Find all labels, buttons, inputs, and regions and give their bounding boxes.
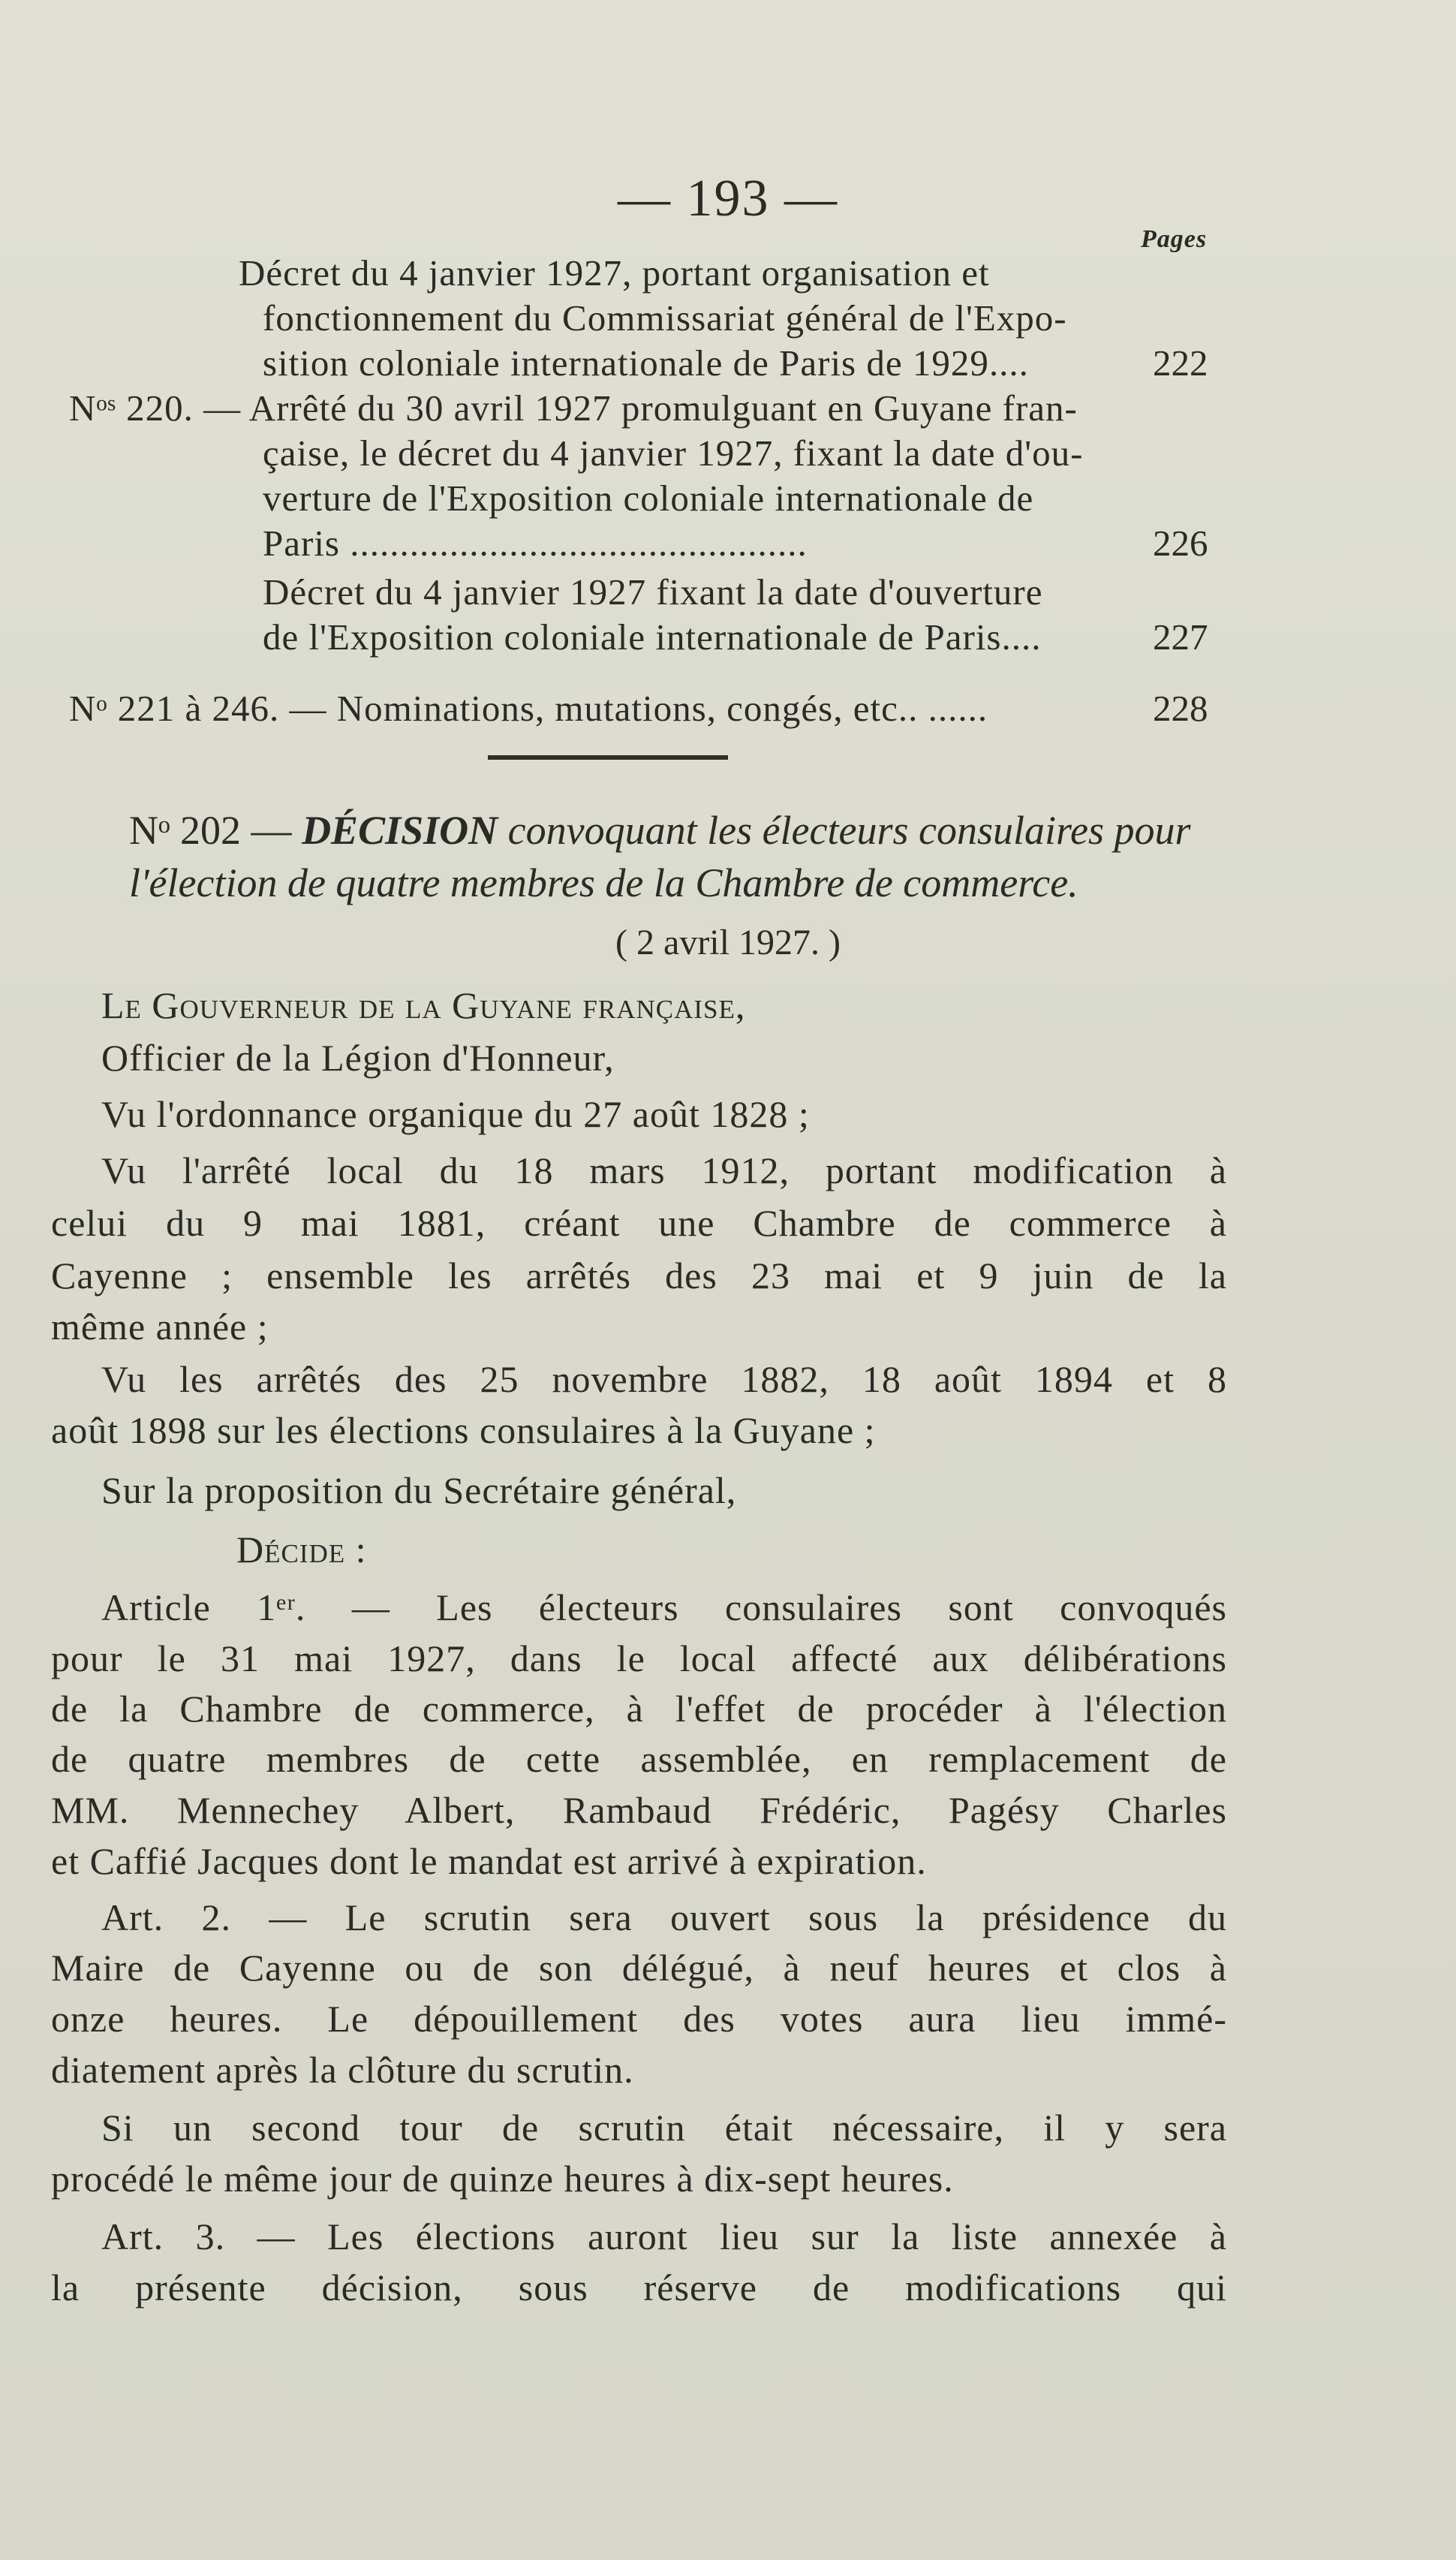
section-divider: [488, 755, 728, 760]
body-line-21: diatement après la clôture du scrutin.: [51, 2049, 634, 2091]
toc-entry-1-line-1: Décret du 4 janvier 1927, portant organisation et: [239, 252, 990, 294]
body-line-24: Art. 3. — Les élections auront lieu sur la liste annexée à: [101, 2215, 1227, 2257]
body-line-10: Sur la proposition du Secrétaire général,: [101, 1469, 737, 1511]
toc-entry-4-line-1: Nᵒ 221 à 246. — Nominations, mutations, congés, etc.. ......: [69, 688, 988, 729]
toc-entry-1-line-2: fonctionnement du Commissariat général de l'Expo-: [263, 297, 1067, 339]
toc-entry-2-line-4: Paris ..............................................: [263, 523, 808, 564]
decision-title-rest: convoquant les électeurs consulaires pour: [498, 808, 1191, 853]
body-line-8: Vu les arrêtés des 25 novembre 1882, 18 août 1894 et 8: [101, 1358, 1227, 1400]
body-line-13: pour le 31 mai 1927, dans le local affecté aux délibérations: [51, 1637, 1227, 1679]
body-line-9: août 1898 sur les élections consulaires à la Guyane ;: [51, 1409, 876, 1451]
body-line-20: onze heures. Le dépouillement des votes aura lieu immé-: [51, 1998, 1227, 2040]
toc-entry-3-line-1: Décret du 4 janvier 1927 fixant la date d'ouverture: [263, 571, 1043, 613]
body-line-7: même année ;: [51, 1306, 269, 1348]
toc-entry-3-line-2: de l'Exposition coloniale internationale de Paris....: [263, 616, 1042, 658]
decision-heading-line-2: l'élection de quatre membres de la Chambre de commerce.: [129, 860, 1078, 905]
toc-entry-2-line-3: verture de l'Exposition coloniale internationale de: [263, 477, 1034, 519]
decision-date: ( 2 avril 1927. ): [615, 923, 841, 962]
decision-heading-line-1: [129, 807, 1190, 854]
page-number: — 193 —: [618, 170, 838, 227]
toc-entry-2-line-1: Nᵒˢ 220. — Arrêté du 30 avril 1927 promulguant en Guyane fran-: [69, 387, 1078, 429]
body-line-23: procédé le même jour de quinze heures à dix-sept heures.: [51, 2158, 954, 2200]
toc-entry-3-page: 227: [1153, 616, 1208, 658]
body-line-22: Si un second tour de scrutin était nécessaire, il y sera: [101, 2107, 1227, 2149]
body-line-16: MM. Mennechey Albert, Rambaud Frédéric, Pagésy Charles: [51, 1789, 1227, 1831]
body-line-12: Article 1ᵉʳ. — Les électeurs consulaires sont convoqués: [101, 1586, 1227, 1628]
toc-entry-2-line-2: çaise, le décret du 4 janvier 1927, fixant la date d'ou-: [263, 432, 1084, 474]
body-line-17: et Caffié Jacques dont le mandat est arrivé à expiration.: [51, 1840, 927, 1882]
body-line-5: celui du 9 mai 1881, créant une Chambre de commerce à: [51, 1202, 1227, 1244]
body-line-19: Maire de Cayenne ou de son délégué, à neuf heures et clos à: [51, 1947, 1227, 1989]
toc-entry-4-page: 228: [1153, 688, 1208, 729]
decision-number: Nᵒ 202 —: [129, 808, 302, 853]
body-line-14: de la Chambre de commerce, à l'effet de procéder à l'élection: [51, 1688, 1227, 1730]
body-line-2: Officier de la Légion d'Honneur,: [101, 1037, 615, 1079]
body-line-15: de quatre membres de cette assemblée, en remplacement de: [51, 1738, 1227, 1780]
body-line-3: Vu l'ordonnance organique du 27 août 1828 ;: [101, 1093, 810, 1135]
body-line-11: Décide :: [236, 1528, 367, 1571]
toc-entry-1-line-3: sition coloniale internationale de Paris de 1929....: [263, 342, 1029, 384]
body-line-18: Art. 2. — Le scrutin sera ouvert sous la présidence du: [101, 1896, 1227, 1938]
decision-title-bold: DÉCISION: [302, 808, 498, 853]
body-line-6: Cayenne ; ensemble les arrêtés des 23 mai et 9 juin de la: [51, 1254, 1227, 1297]
pages-column-label: Pages: [1141, 225, 1208, 253]
body-line-1: Le Gouverneur de la Guyane française,: [101, 984, 746, 1026]
toc-entry-1-page: 222: [1153, 342, 1208, 384]
body-line-25: la présente décision, sous réserve de modifications qui: [51, 2266, 1227, 2309]
toc-entry-2-page: 226: [1153, 523, 1208, 564]
body-line-4: Vu l'arrêté local du 18 mars 1912, portant modification à: [101, 1149, 1227, 1191]
